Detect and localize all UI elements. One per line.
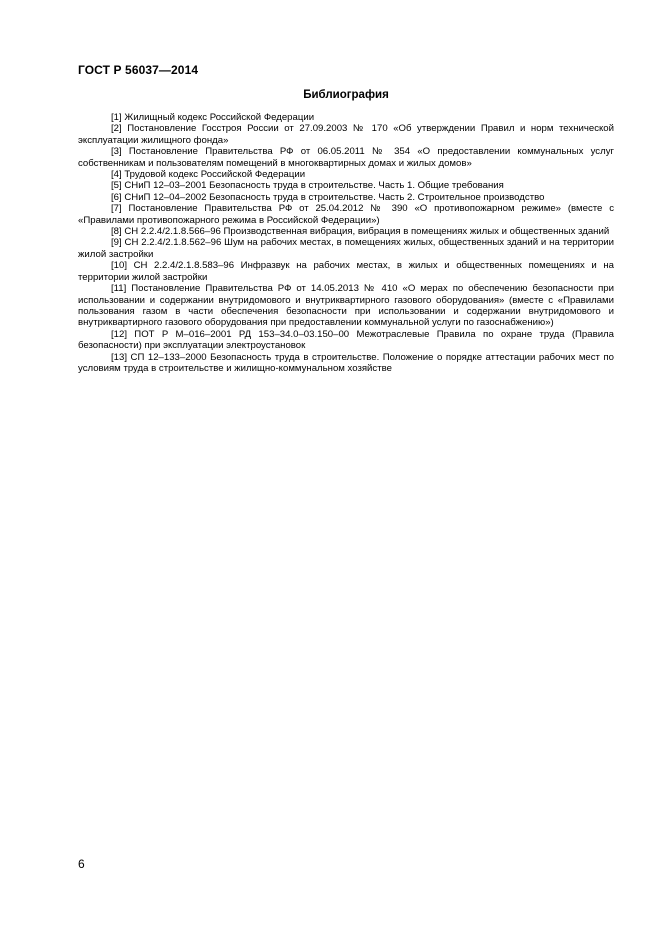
document-standard-code: ГОСТ Р 56037—2014	[78, 63, 199, 77]
bibliography-list	[78, 112, 614, 374]
bibliography-entry-5: [5] СНиП 12–03–2001 Безопасность труда в строительстве. Часть 1. Общие требования	[111, 180, 504, 192]
bibliography-entry-11: [11] Постановление Правительства РФ от 14.05.2013 № 410 «О мерах по обеспечению безопасности при использовании и содержании внутридомового и внутриквартирного газового оборудования» (вместе с «Правилами пользования газом в части обеспечения безопасности при использовании и содержании внутридомового и внутриквартирного газового оборудования при предоставлении коммунальной услуги по газоснабжению»)	[78, 283, 614, 329]
bibliography-entry-8: [8] СН 2.2.4/2.1.8.566–96 Производственная вибрация, вибрация в помещениях жилых и общественных зданий	[111, 226, 610, 238]
bibliography-entry-4: [4] Трудовой кодекс Российской Федерации	[111, 169, 306, 181]
bibliography-entry-9: [9] СН 2.2.4/2.1.8.562–96 Шум на рабочих местах, в помещениях жилых, общественных зданий и на территории жилой застройки	[78, 237, 614, 260]
bibliography-entry-7: [7] Постановление Правительства РФ от 25.04.2012 № 390 «О противопожарном режиме» (вместе с «Правилами противопожарного режима в Российской Федерации»)	[78, 203, 614, 226]
bibliography-entry-10: [10] СН 2.2.4/2.1.8.583–96 Инфразвук на рабочих местах, в жилых и общественных помещениях и на территории жилой застройки	[78, 260, 614, 283]
bibliography-entry-2: [2] Постановление Госстроя России от 27.09.2003 № 170 «Об утверждении Правил и норм технической эксплуатации жилищного фонда»	[78, 123, 614, 146]
bibliography-entry-12: [12] ПОТ Р М–016–2001 РД 153–34.0–03.150–00 Межотраслевые Правила по охране труда (Правила безопасности) при эксплуатации электроустановок	[78, 328, 614, 352]
bibliography-entry-1: [1] Жилищный кодекс Российской Федерации	[111, 112, 315, 123]
bibliography-entry-13: [13] СП 12–133–2000 Безопасность труда в строительстве. Положение о порядке аттестации рабочих мест по условиям труда в строительстве и жилищно-коммунальном хозяйстве	[78, 351, 614, 374]
bibliography-entry-3: [3] Постановление Правительства РФ от 06.05.2011 № 354 «О предоставлении коммунальных услуг собственникам и пользователям помещений в многоквартирных домах и жилых домов»	[78, 146, 614, 169]
page-number: 6	[78, 857, 85, 871]
bibliography-entry-6: [6] СНиП 12–04–2002 Безопасность труда в строительстве. Часть 2. Строительное производство	[111, 191, 545, 203]
bibliography-title: Библиография	[303, 89, 389, 101]
